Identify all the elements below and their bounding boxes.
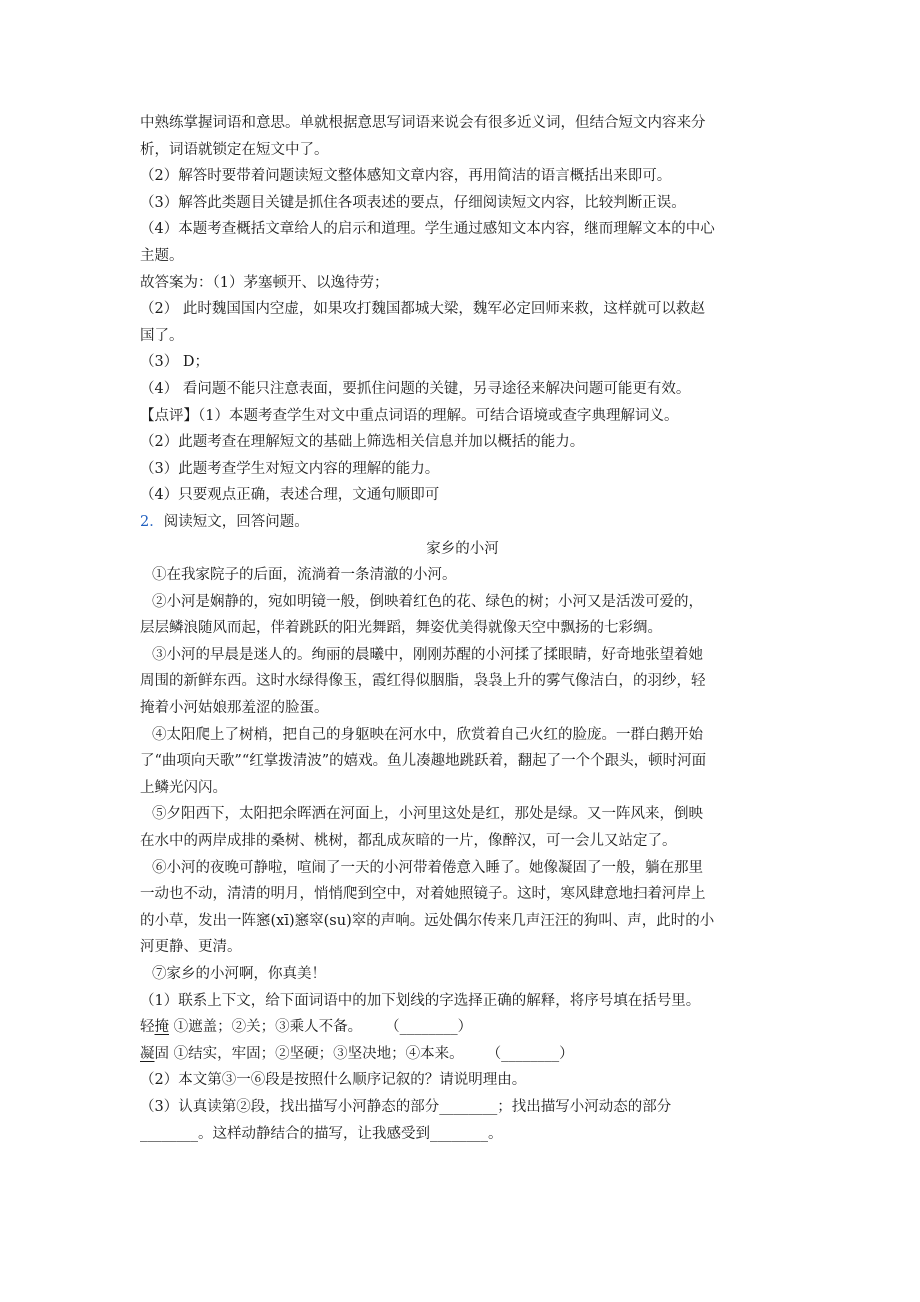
answer-blank[interactable]: （________）	[486, 1045, 574, 1062]
passage-line: 在水中的两岸成排的桑树、桃树，都乱成灰暗的一片，像醉汉，可一会儿又站定了。	[140, 833, 677, 850]
passage-line: 层层鳞浪随风而起，伴着跳跃的阳光舞蹈，舞姿优美得就像天空中飘扬的七彩绸。	[140, 620, 662, 637]
passage-line: ①在我家院子的后面，流淌着一条清澈的小河。	[152, 567, 457, 584]
vocab-word: 固	[154, 1045, 169, 1062]
passage-line: 一动也不动，清清的明月，悄悄爬到空中，对着她照镜子。这时，寒风肆意地扫着河岸上	[140, 886, 706, 903]
comment-line: 【点评】（1）本题考查学生对文中重点词语的理解。可结合语境或查字典理解词义。	[140, 407, 679, 424]
passage-line: 上鳞光闪闪。	[140, 779, 227, 796]
text-line: （4）本题考查概括文章给人的启示和道理。学生通过感知文本内容，继而理解文本的中心	[140, 221, 715, 238]
sub-question-2: （2）本文第③一⑥段是按照什么顺序记叙的？请说明理由。	[140, 1072, 527, 1089]
vocab-options: ①遮盖；②关；③乘人不备。	[169, 1019, 363, 1036]
sub-question-3: （3）认真读第②段，找出描写小河静态的部分________；找出描写小河动态的部分	[140, 1098, 672, 1115]
vocab-options: ①结实，牢固；②坚硬；③坚决地；④本来。	[169, 1045, 464, 1062]
vocab-item-qingyan	[140, 1014, 785, 1041]
answer-line: （2） 此时魏国国内空虚，如果攻打魏国都城大梁，魏军必定回师来救，这样就可以救赵	[140, 301, 705, 318]
passage-line: 掩着小河姑娘那羞涩的脸蛋。	[140, 700, 329, 717]
question-2-heading	[140, 509, 785, 536]
passage-line: ②小河是娴静的，宛如明镜一般，倒映着红色的花、绿色的树；小河又是活泼可爱的，	[152, 593, 703, 610]
passage-title: 家乡的小河	[426, 540, 499, 557]
passage-line: ⑥小河的夜晚可静啦，喧闹了一天的小河带着倦意入睡了。她像凝固了一般，躺在那里	[152, 859, 703, 876]
passage-line: 的小草，发出一阵窸(xī)窸窣(su)窣的声响。远处偶尔传来几声汪汪的狗叫、声，此时的小	[140, 912, 715, 929]
comment-line: （3）此题考查学生对短文内容的理解的能力。	[140, 460, 440, 477]
text-line: 中熟练掌握词语和意思。单就根据意思写词语来说会有很多近义词，但结合短文内容来分	[140, 115, 706, 131]
vocab-word-underlined: 掩	[154, 1019, 169, 1036]
passage-line: 了“曲项向天歌”“红掌拨清波”的嬉戏。鱼儿凑趣地跳跃着，翻起了一个个跟头，顿时河面	[140, 753, 707, 770]
question-number: 2．	[140, 513, 164, 530]
passage-line: 河更静、更清。	[140, 939, 242, 956]
text-line: 析，词语就锁定在短文中了。	[140, 141, 329, 158]
passage-line: ⑤夕阳西下，太阳把余晖洒在河面上，小河里这处是红，那处是绿。又一阵风来，倒映	[152, 806, 703, 823]
answer-line: （4） 看问题不能只注意表面，要抓住问题的关键，另寻途径来解决问题可能更有效。	[140, 380, 691, 397]
vocab-word-underlined: 凝	[140, 1045, 155, 1062]
text-line: （2）解答时要带着问题读短文整体感知文章内容，再用简洁的语言概括出来即可。	[140, 168, 672, 185]
answer-line: （3） D；	[140, 354, 209, 371]
passage-line: 周围的新鲜东西。这时水绿得像玉，霞红得似胭脂，袅袅上升的雾气像洁白，的羽纱，轻	[140, 673, 706, 690]
sub-question-1: （1）联系上下文，给下面词语中的加下划线的字选择正确的解释，将序号填在括号里。	[140, 992, 701, 1009]
question-prompt: 阅读短文，回答问题。	[163, 513, 309, 530]
answer-blank[interactable]: （________）	[385, 1019, 473, 1036]
passage-line: ③小河的早晨是迷人的。绚丽的晨曦中，刚刚苏醒的小河揉了揉眼睛，好奇地张望着她	[152, 646, 703, 663]
passage-line: ⑦家乡的小河啊，你真美！	[152, 966, 326, 982]
sub-question-3-cont: ________。这样动静结合的描写，让我感受到________。	[140, 1125, 503, 1142]
vocab-word: 轻	[140, 1019, 155, 1036]
comment-line: （4）只要观点正确，表述合理，文通句顺即可	[140, 487, 440, 504]
text-line: 主题。	[140, 247, 184, 264]
comment-line: （2）此题考查在理解短文的基础上筛选相关信息并加以概括的能力。	[140, 434, 585, 451]
text-line: （3）解答此类题目关键是抓住各项表述的要点，仔细阅读短文内容，比较判断正误。	[140, 194, 686, 211]
answer-line: 故答案为：（1）茅塞顿开、以逸待劳；	[140, 274, 389, 291]
vocab-item-ninggu	[140, 1041, 785, 1068]
passage-line: ④太阳爬上了树梢，把自己的身躯映在河水中，欣赏着自己火红的脸庞。一群白鹅开始	[152, 726, 703, 743]
answer-line: 国了。	[140, 327, 184, 344]
document-page	[140, 110, 785, 1147]
